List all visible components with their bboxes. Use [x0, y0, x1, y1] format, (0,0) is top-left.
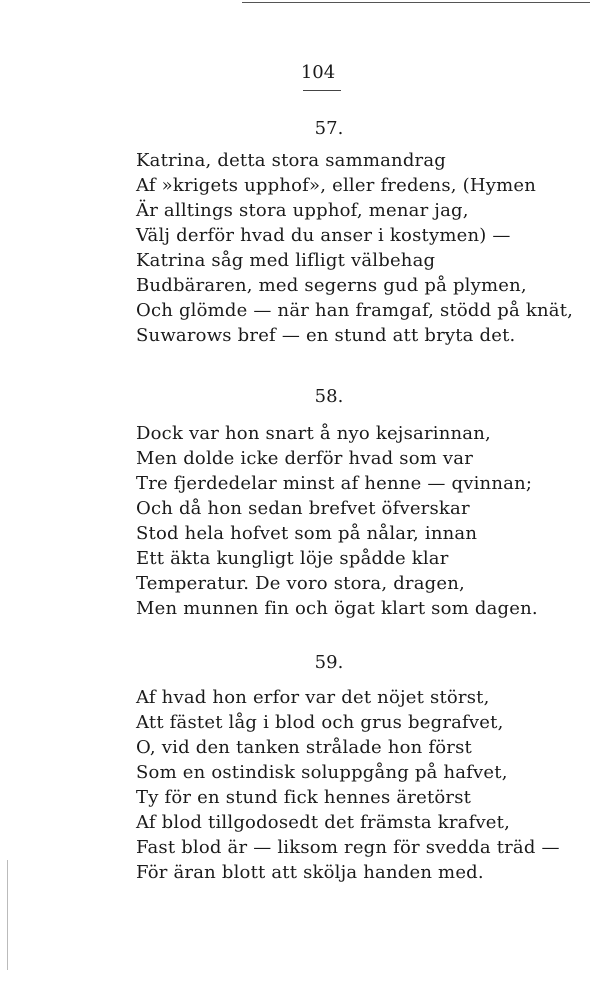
verse-line: Att fästet låg i blod och grus begrafvet, [136, 712, 504, 733]
page-number: 104 [300, 62, 336, 83]
verse-line: Af hvad hon erfor var det nöjet störst, [136, 687, 490, 708]
verse-line: Tre fjerdedelar minst af henne — qvinnan; [136, 473, 533, 494]
verse-line: För äran blott att skölja handen med. [136, 862, 484, 883]
verse-line: Stod hela hofvet som på nålar, innan [136, 523, 478, 544]
top-border-rule [242, 2, 590, 3]
stanza-number: 58. [314, 386, 344, 407]
verse-line: Af blod tillgodosedt det främsta krafvet, [136, 812, 511, 833]
verse-line: Men munnen fin och ögat klart som dagen. [136, 598, 538, 619]
verse-line: Suwarows bref — en stund att bryta det. [136, 325, 516, 346]
verse-line: Ty för en stund fick hennes äretörst [136, 787, 472, 808]
verse-line: Ett äkta kungligt löje spådde klar [136, 548, 449, 569]
page-edge-line [7, 860, 8, 970]
verse-line: Välj derför hvad du anser i kostymen) — [136, 225, 511, 246]
stanza-number: 57. [314, 118, 344, 139]
verse-line: Fast blod är — liksom regn för svedda träd — [136, 837, 560, 858]
verse-line: Af »krigets upphof», eller fredens, (Hymen [136, 175, 537, 196]
verse-line: Som en ostindisk soluppgång på hafvet, [136, 762, 508, 783]
verse-line: Dock var hon snart å nyo kejsarinnan, [136, 423, 491, 444]
stanza-number: 59. [314, 652, 344, 673]
verse-line: O, vid den tanken strålade hon först [136, 737, 472, 758]
verse-line: Men dolde icke derför hvad som var [136, 448, 474, 469]
verse-line: Budbäraren, med segerns gud på plymen, [136, 275, 527, 296]
verse-line: Och då hon sedan brefvet öfverskar [136, 498, 470, 519]
verse-line: Katrina, detta stora sammandrag [136, 150, 447, 171]
verse-line: Är alltings stora upphof, menar jag, [136, 200, 469, 221]
verse-line: Och glömde — när han framgaf, stödd på knät, [136, 300, 574, 321]
verse-line: Katrina såg med lifligt välbehag [136, 250, 436, 271]
verse-line: Temperatur. De voro stora, dragen, [136, 573, 465, 594]
page-number-underline [303, 90, 341, 91]
